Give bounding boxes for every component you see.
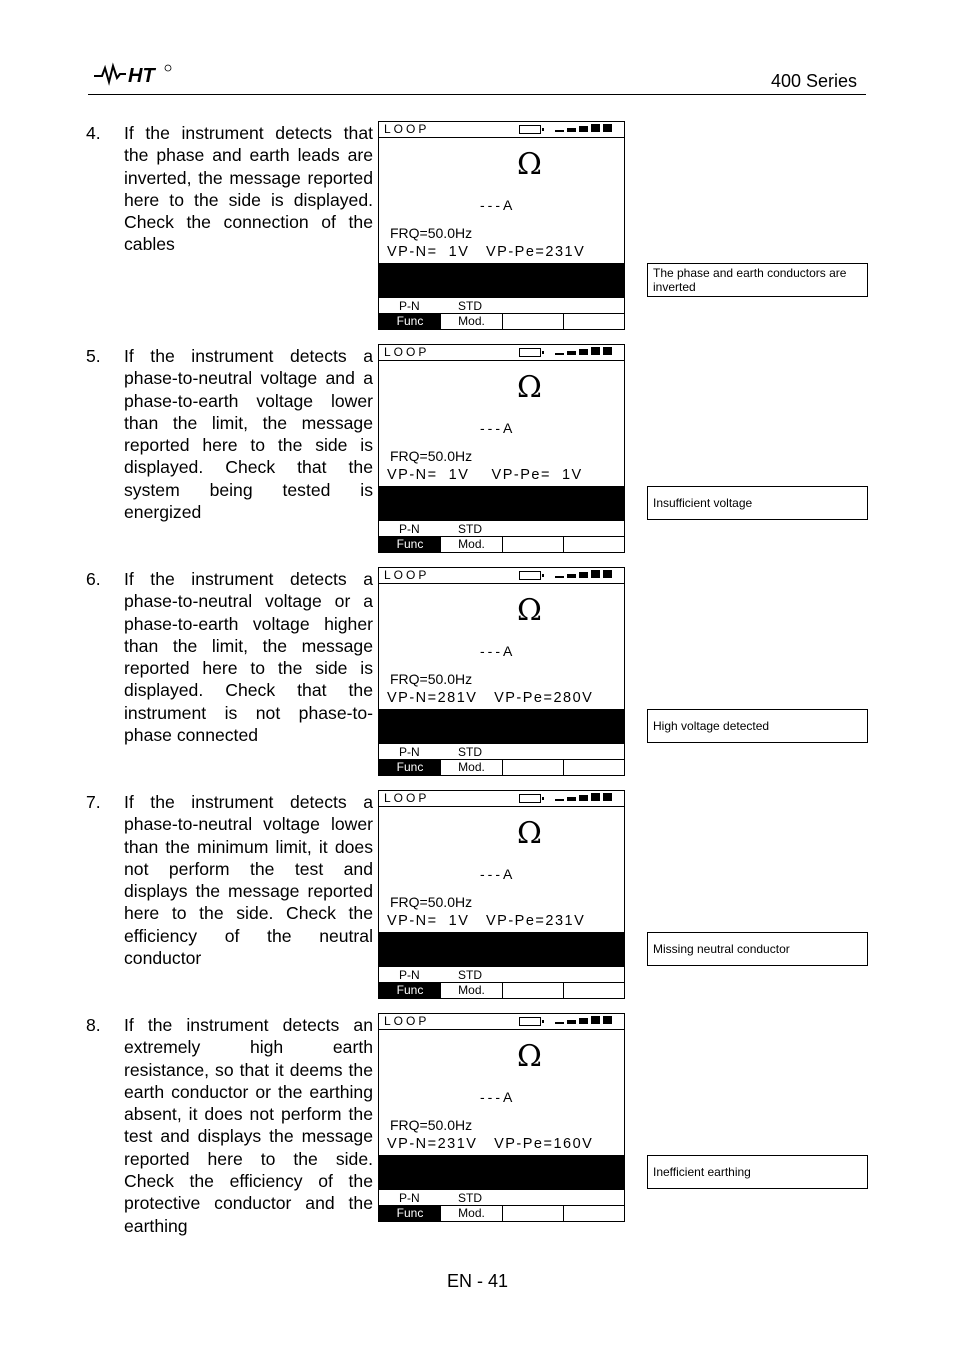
vpe-reading: VP-Pe= 1V	[491, 467, 583, 483]
vpn-reading: VP-N= 1V	[387, 467, 470, 483]
item-text: If the instrument detects an extremely high earth resistance, so that it deems the earth conductor or the earthing absent, it does not perform the test and displays the message reported here to the side. Check the efficiency of the protective conductor and the earthing	[124, 1015, 373, 1236]
tab-std-label: STD	[458, 299, 482, 313]
screen-title: LOOP	[384, 568, 430, 582]
screen-title: LOOP	[384, 791, 430, 805]
signal-bars-icon	[555, 570, 613, 580]
vpe-reading: VP-Pe=280V	[494, 690, 594, 706]
page-number: EN - 41	[447, 1271, 509, 1291]
empty-softkey[interactable]	[502, 537, 564, 553]
current-reading: ---A	[480, 420, 516, 436]
instrument-screen-4	[378, 121, 625, 330]
screen-title-bar	[379, 1014, 624, 1030]
ohm-symbol: Ω	[517, 1039, 542, 1074]
item-number: 7.	[86, 792, 101, 812]
mod-button[interactable]: Mod.	[458, 537, 485, 551]
signal-bars-icon	[555, 1016, 613, 1026]
tab-std-label: STD	[458, 745, 482, 759]
tab-pn-label: P-N	[399, 1191, 420, 1205]
signal-bars-icon	[555, 124, 613, 134]
header-rule	[88, 94, 866, 95]
ohm-symbol: Ω	[517, 147, 542, 182]
frequency-reading: FRQ=50.0Hz	[390, 671, 473, 687]
message-callout-4: The phase and earth conductors are inverted	[647, 263, 868, 297]
vpn-reading: VP-N=281V	[387, 690, 478, 706]
ohm-symbol: Ω	[517, 370, 542, 405]
tab-pn-label: P-N	[399, 968, 420, 982]
ohm-symbol: Ω	[517, 816, 542, 851]
current-reading: ---A	[480, 1089, 516, 1105]
instrument-screen-8	[378, 1013, 625, 1222]
battery-icon	[519, 571, 541, 580]
message-area	[379, 709, 624, 743]
empty-softkey[interactable]	[502, 760, 564, 776]
series-label: 400 Series	[771, 71, 858, 91]
tab-pn-label: P-N	[399, 522, 420, 536]
screen-title-bar	[379, 122, 624, 138]
frequency-reading: FRQ=50.0Hz	[390, 448, 473, 464]
vpn-reading: VP-N=231V	[387, 1136, 478, 1152]
screen-title: LOOP	[384, 1014, 430, 1028]
battery-icon	[519, 1017, 541, 1026]
message-callout-5: Insufficient voltage	[647, 486, 868, 520]
vpe-reading: VP-Pe=231V	[486, 244, 586, 260]
frequency-reading: FRQ=50.0Hz	[390, 225, 473, 241]
mod-button[interactable]: Mod.	[458, 314, 485, 328]
tab-std-label: STD	[458, 968, 482, 982]
signal-bars-icon	[555, 347, 613, 357]
message-area	[379, 486, 624, 520]
current-reading: ---A	[480, 643, 516, 659]
item-number: 6.	[86, 569, 101, 589]
mod-button[interactable]: Mod.	[458, 1206, 485, 1220]
func-button[interactable]: Func	[379, 983, 441, 999]
frequency-reading: FRQ=50.0Hz	[390, 1117, 473, 1133]
screen-tabs	[379, 743, 624, 776]
signal-bars-icon	[555, 793, 613, 803]
mod-button[interactable]: Mod.	[458, 760, 485, 774]
battery-icon	[519, 794, 541, 803]
item-text: If the instrument detects a phase-to-neutral voltage lower than the minimum limit, it does not perform the test and displays the message reported here to the side. Check the efficiency of the neutral conductor	[124, 792, 373, 969]
message-callout-6: High voltage detected	[647, 709, 868, 743]
item-text: If the instrument detects that the phase and earth leads are inverted, the message reported here to the side is displayed. Check the connection of the cables	[124, 123, 373, 255]
item-text: If the instrument detects a phase-to-neutral voltage or a phase-to-earth voltage higher than the limit, the message reported here to the side is displayed. Check that the instrument is not phase-to-phase connected	[124, 569, 373, 746]
instrument-screen-6	[378, 567, 625, 776]
vpe-reading: VP-Pe=160V	[494, 1136, 594, 1152]
frequency-reading: FRQ=50.0Hz	[390, 894, 473, 910]
empty-softkey[interactable]	[502, 1206, 564, 1222]
screen-title-bar	[379, 568, 624, 584]
tab-std-label: STD	[458, 1191, 482, 1205]
current-reading: ---A	[480, 866, 516, 882]
tab-std-label: STD	[458, 522, 482, 536]
vpn-reading: VP-N= 1V	[387, 913, 470, 929]
message-area	[379, 932, 624, 966]
message-callout-7: Missing neutral conductor	[647, 932, 868, 966]
func-button[interactable]: Func	[379, 537, 441, 553]
ht-logo	[92, 60, 172, 88]
screen-tabs	[379, 520, 624, 553]
vpe-reading: VP-Pe=231V	[486, 913, 586, 929]
instrument-screen-5	[378, 344, 625, 553]
message-area	[379, 1155, 624, 1189]
mod-button[interactable]: Mod.	[458, 983, 485, 997]
screen-title-bar	[379, 345, 624, 361]
current-reading: ---A	[480, 197, 516, 213]
screen-title-bar	[379, 791, 624, 807]
item-number: 8.	[86, 1015, 101, 1035]
screen-tabs	[379, 966, 624, 999]
empty-softkey[interactable]	[563, 1206, 625, 1222]
instrument-screen-7	[378, 790, 625, 999]
func-button[interactable]: Func	[379, 314, 441, 330]
empty-softkey[interactable]	[502, 314, 564, 330]
vpn-reading: VP-N= 1V	[387, 244, 470, 260]
ohm-symbol: Ω	[517, 593, 542, 628]
item-text: If the instrument detects a phase-to-neutral voltage and a phase-to-earth voltage lower than the limit, the message reported here to the side is displayed. Check that the system being tested is energized	[124, 346, 373, 523]
tab-pn-label: P-N	[399, 745, 420, 759]
screen-title: LOOP	[384, 122, 430, 136]
screen-tabs	[379, 1189, 624, 1222]
message-callout-8: Inefficient earthing	[647, 1155, 868, 1189]
tab-pn-label: P-N	[399, 299, 420, 313]
message-area	[379, 263, 624, 297]
battery-icon	[519, 125, 541, 134]
screen-title: LOOP	[384, 345, 430, 359]
item-number: 4.	[86, 123, 101, 143]
empty-softkey[interactable]	[563, 983, 625, 999]
empty-softkey[interactable]	[563, 537, 625, 553]
brand-text: HT	[128, 65, 155, 87]
empty-softkey[interactable]	[563, 760, 625, 776]
battery-icon	[519, 348, 541, 357]
item-number: 5.	[86, 346, 101, 366]
empty-softkey[interactable]	[502, 983, 564, 999]
func-button[interactable]: Func	[379, 760, 441, 776]
func-button[interactable]: Func	[379, 1206, 441, 1222]
empty-softkey[interactable]	[563, 314, 625, 330]
screen-tabs	[379, 297, 624, 330]
